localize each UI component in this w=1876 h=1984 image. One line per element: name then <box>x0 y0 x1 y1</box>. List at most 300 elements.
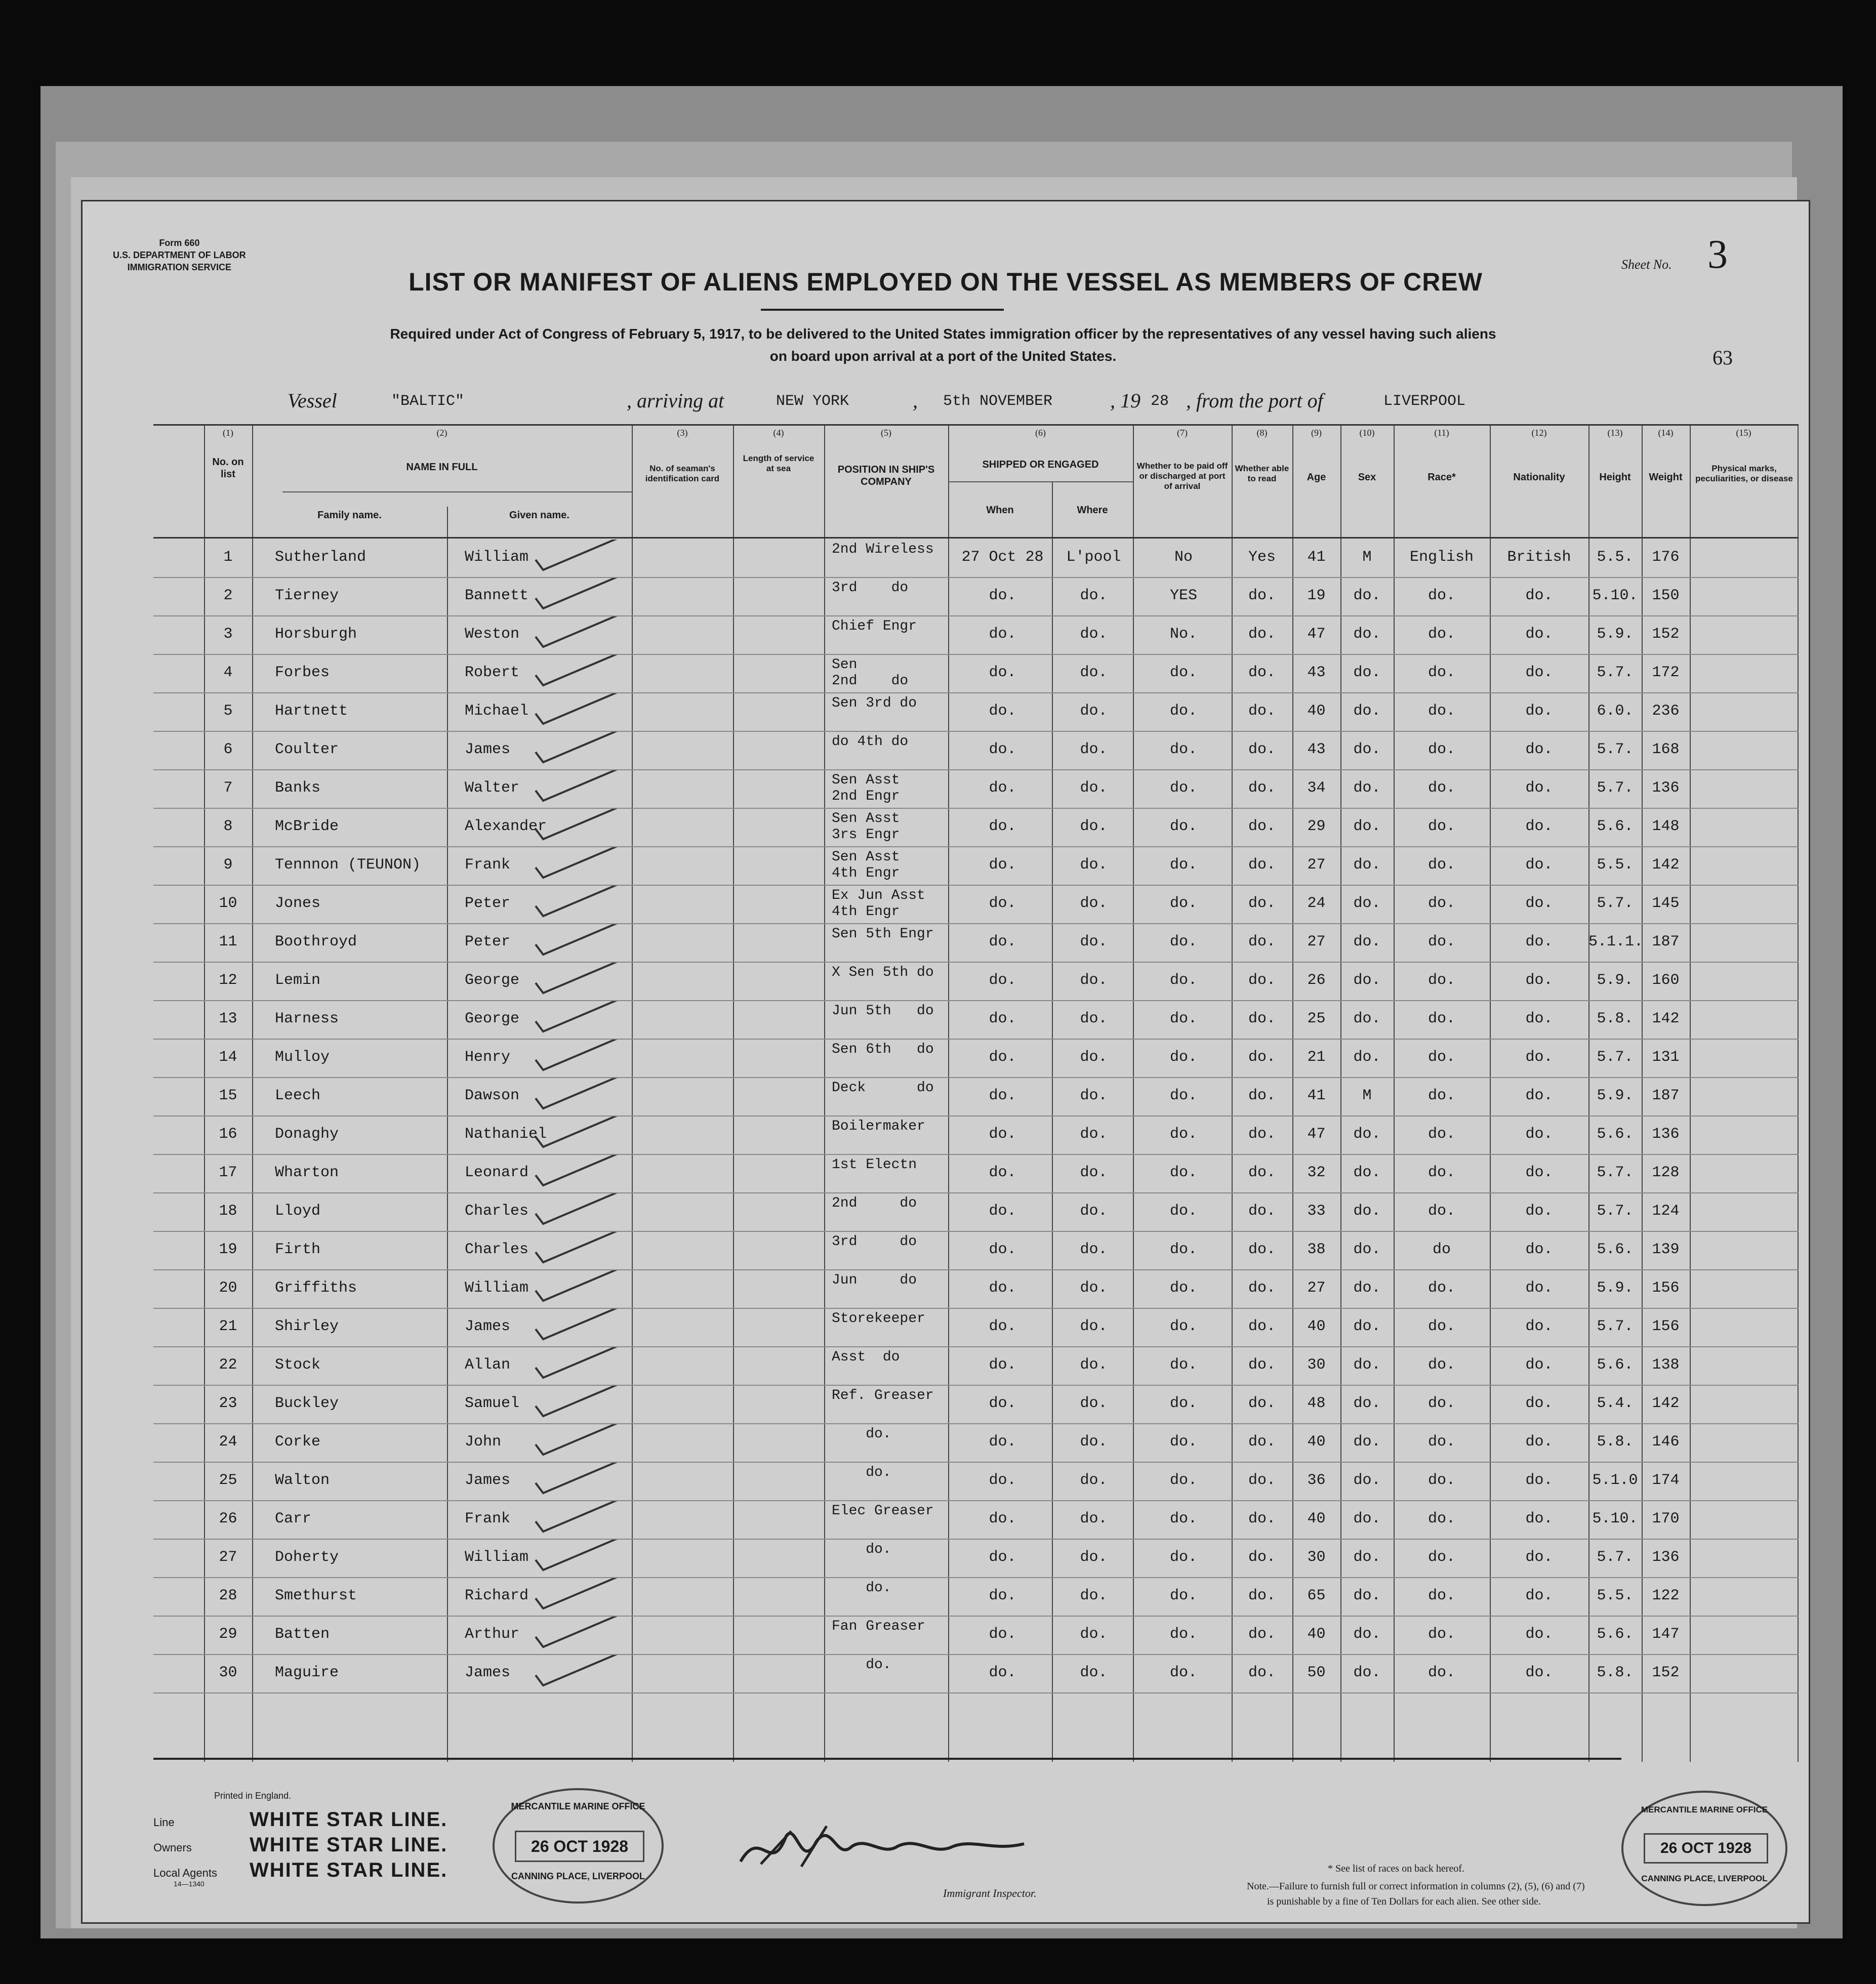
cell-nationality: do. <box>1525 587 1553 604</box>
header-nationality: Nationality <box>1513 472 1565 483</box>
cell-read: do. <box>1248 1395 1276 1412</box>
cell-when: do. <box>989 1164 1016 1181</box>
cell-family: Mulloy <box>275 1049 330 1066</box>
cell-family: Walton <box>275 1472 330 1489</box>
vessel-name: "BALTIC" <box>391 393 465 410</box>
cell-height: 5.5. <box>1597 549 1634 566</box>
cell-paid: do. <box>1169 702 1197 720</box>
cell-height: 5.7. <box>1597 1164 1634 1181</box>
cell-nationality: do. <box>1525 1126 1553 1143</box>
cell-given: William <box>465 1549 529 1566</box>
cell-sex: do. <box>1353 741 1381 758</box>
cell-race: do. <box>1428 1356 1455 1374</box>
cell-height: 5.7. <box>1597 1549 1634 1566</box>
cell-race: do. <box>1428 1626 1455 1643</box>
cell-where: do. <box>1080 664 1108 681</box>
cell-sex: M <box>1362 1087 1372 1104</box>
cell-nationality: British <box>1507 549 1571 566</box>
cell-race: do. <box>1428 1472 1455 1489</box>
cell-where: do. <box>1080 1395 1108 1412</box>
row-divider <box>153 1692 1799 1693</box>
cell-no: 9 <box>223 856 233 874</box>
stamp-left-date: 26 OCT 1928 <box>515 1831 644 1862</box>
cell-race: do. <box>1428 1279 1455 1297</box>
cell-nationality: do. <box>1525 1010 1553 1027</box>
cell-no: 25 <box>219 1472 237 1489</box>
cell-no: 30 <box>219 1664 237 1681</box>
cell-age: 25 <box>1307 1010 1326 1027</box>
sheet-number-label: Sheet No. <box>1621 257 1672 272</box>
cell-sex: do. <box>1353 1664 1381 1681</box>
title-underline <box>761 309 1004 311</box>
cell-given: Dawson <box>465 1087 520 1104</box>
cell-position: 3rd do <box>832 580 909 596</box>
cell-read: do. <box>1248 1279 1276 1297</box>
cell-no: 2 <box>223 587 233 604</box>
table-row <box>153 540 1799 578</box>
cell-read: do. <box>1248 1356 1276 1374</box>
cell-age: 26 <box>1307 972 1326 989</box>
cell-sex: do. <box>1353 856 1381 874</box>
cell-position: do. <box>832 1465 891 1480</box>
cell-nationality: do. <box>1525 1433 1553 1451</box>
cell-read: do. <box>1248 779 1276 797</box>
cell-given: Leonard <box>465 1164 529 1181</box>
cell-race: do. <box>1428 972 1455 989</box>
cell-given: Charles <box>465 1241 529 1258</box>
cell-no: 16 <box>219 1126 237 1143</box>
crew-table <box>153 424 1799 1762</box>
cell-age: 47 <box>1307 626 1326 643</box>
cell-when: do. <box>989 1510 1016 1527</box>
cell-position: Sen Asst 2nd Engr <box>832 772 900 804</box>
cell-position: 3rd do <box>832 1234 917 1250</box>
cell-sex: do. <box>1353 1318 1381 1335</box>
cell-where: do. <box>1080 1433 1108 1451</box>
table-row <box>153 616 1799 655</box>
cell-height: 5.8. <box>1597 1010 1634 1027</box>
cell-height: 5.1.0 <box>1592 1472 1638 1489</box>
cell-paid: do. <box>1169 1587 1197 1604</box>
cell-nationality: do. <box>1525 818 1553 835</box>
cell-read: do. <box>1248 1626 1276 1643</box>
cell-where: do. <box>1080 626 1108 643</box>
cell-where: do. <box>1080 1049 1108 1066</box>
cell-read: do. <box>1248 1203 1276 1220</box>
cell-when: do. <box>989 1318 1016 1335</box>
cell-sex: do. <box>1353 818 1381 835</box>
cell-read: do. <box>1248 1241 1276 1258</box>
owners-stamp: WHITE STAR LINE. <box>250 1834 448 1856</box>
cell-position: Asst do <box>832 1349 900 1365</box>
cell-sex: do. <box>1353 895 1381 912</box>
cell-read: do. <box>1248 1318 1276 1335</box>
table-row <box>153 809 1799 847</box>
cell-height: 5.5. <box>1597 1587 1634 1604</box>
cell-family: Sutherland <box>275 549 366 566</box>
cell-no: 4 <box>223 664 233 681</box>
failure-note-2: is punishable by a fine of Ten Dollars for each alien. See other side. <box>1267 1896 1541 1907</box>
header-position: POSITION IN SHIP'S COMPANY <box>837 464 935 487</box>
cell-paid: do. <box>1169 1164 1197 1181</box>
cell-when: do. <box>989 1549 1016 1566</box>
cell-when: do. <box>989 1626 1016 1643</box>
cell-when: do. <box>989 1203 1016 1220</box>
cell-height: 5.7. <box>1597 1318 1634 1335</box>
cell-given: John <box>465 1433 502 1451</box>
cell-no: 23 <box>219 1395 237 1412</box>
table-row <box>153 1463 1799 1501</box>
cell-weight: 148 <box>1652 818 1680 835</box>
cell-race: do. <box>1428 1318 1455 1335</box>
cell-no: 14 <box>219 1049 237 1066</box>
cell-race: do. <box>1428 1049 1455 1066</box>
cell-sex: do. <box>1353 779 1381 797</box>
cell-weight: 236 <box>1652 702 1680 720</box>
cell-where: L'pool <box>1066 549 1121 566</box>
cell-weight: 136 <box>1652 1126 1680 1143</box>
cell-nationality: do. <box>1525 895 1553 912</box>
cell-where: do. <box>1080 1126 1108 1143</box>
cell-weight: 136 <box>1652 1549 1680 1566</box>
cell-weight: 131 <box>1652 1049 1680 1066</box>
cell-weight: 124 <box>1652 1203 1680 1220</box>
cell-sex: do. <box>1353 1049 1381 1066</box>
cell-paid: do. <box>1169 779 1197 797</box>
cell-position: do. <box>832 1426 891 1442</box>
cell-position: Sen 3rd do <box>832 695 917 711</box>
cell-position: Elec Greaser <box>832 1503 934 1519</box>
cell-given: George <box>465 972 520 989</box>
arrival-year: 28 <box>1151 393 1169 410</box>
cell-read: do. <box>1248 972 1276 989</box>
cell-paid: do. <box>1169 895 1197 912</box>
cell-no: 28 <box>219 1587 237 1604</box>
cell-height: 6.0. <box>1597 702 1634 720</box>
cell-no: 17 <box>219 1164 237 1181</box>
cell-where: do. <box>1080 1356 1108 1374</box>
col-num-9: (9) <box>1311 428 1322 438</box>
cell-age: 29 <box>1307 818 1326 835</box>
cell-where: do. <box>1080 1010 1108 1027</box>
cell-nationality: do. <box>1525 856 1553 874</box>
cell-age: 19 <box>1307 587 1326 604</box>
col-num-1: (1) <box>223 428 233 438</box>
cell-position: 1st Electn <box>832 1157 917 1173</box>
cell-position: Sen 5th Engr <box>832 926 934 942</box>
table-row <box>153 963 1799 1001</box>
cell-given: William <box>465 549 529 566</box>
header-length-of-service: Length of service at sea <box>743 453 814 473</box>
cell-nationality: do. <box>1525 1318 1553 1335</box>
cell-read: do. <box>1248 1472 1276 1489</box>
cell-family: Donaghy <box>275 1126 339 1143</box>
cell-height: 5.7. <box>1597 1203 1634 1220</box>
cell-family: Boothroyd <box>275 933 357 950</box>
cell-nationality: do. <box>1525 1395 1553 1412</box>
cell-no: 15 <box>219 1087 237 1104</box>
cell-position: Jun 5th do <box>832 1003 934 1019</box>
cell-sex: do. <box>1353 702 1381 720</box>
cell-no: 10 <box>219 895 237 912</box>
cell-height: 5.9. <box>1597 626 1634 643</box>
cell-paid: do. <box>1169 1010 1197 1027</box>
cell-no: 8 <box>223 818 233 835</box>
cell-paid: do. <box>1169 1395 1197 1412</box>
cell-when: do. <box>989 1010 1016 1027</box>
cell-age: 47 <box>1307 1126 1326 1143</box>
cell-race: do. <box>1428 1510 1455 1527</box>
cell-nationality: do. <box>1525 1626 1553 1643</box>
table-row <box>153 770 1799 809</box>
header-identification-card: No. of seaman's identification card <box>645 464 720 483</box>
header-no-on-list: No. on list <box>212 457 244 480</box>
cell-read: do. <box>1248 1126 1276 1143</box>
cell-sex: do. <box>1353 933 1381 950</box>
cell-when: do. <box>989 1087 1016 1104</box>
agents-stamp: WHITE STAR LINE. <box>250 1859 448 1881</box>
cell-height: 5.7. <box>1597 741 1634 758</box>
cell-race: do. <box>1428 1395 1455 1412</box>
cell-weight: 187 <box>1652 1087 1680 1104</box>
cell-race: do. <box>1428 818 1455 835</box>
cell-weight: 142 <box>1652 1010 1680 1027</box>
cell-given: James <box>465 741 511 758</box>
cell-weight: 128 <box>1652 1164 1680 1181</box>
cell-when: do. <box>989 933 1016 950</box>
cell-paid: No. <box>1169 626 1197 643</box>
cell-height: 5.7. <box>1597 664 1634 681</box>
cell-family: Hartnett <box>275 702 348 720</box>
cell-race: do. <box>1428 587 1455 604</box>
table-row <box>153 1001 1799 1040</box>
races-note: * See list of races on back hereof. <box>1328 1863 1464 1874</box>
cell-nationality: do. <box>1525 1472 1553 1489</box>
cell-nationality: do. <box>1525 779 1553 797</box>
cell-height: 5.8. <box>1597 1433 1634 1451</box>
header-family-name: Family name. <box>317 510 382 521</box>
cell-no: 27 <box>219 1549 237 1566</box>
cell-where: do. <box>1080 818 1108 835</box>
cell-position: Storekeeper <box>832 1311 925 1327</box>
cell-no: 3 <box>223 626 233 643</box>
cell-height: 5.6. <box>1597 1126 1634 1143</box>
cell-race: do. <box>1428 1010 1455 1027</box>
cell-weight: 146 <box>1652 1433 1680 1451</box>
department-name: U.S. DEPARTMENT OF LABOR <box>113 250 246 260</box>
service-name: IMMIGRATION SERVICE <box>127 262 232 272</box>
cell-paid: do. <box>1169 1626 1197 1643</box>
table-row <box>153 1617 1799 1655</box>
table-bottom-rule <box>153 1758 1621 1760</box>
cell-no: 22 <box>219 1356 237 1374</box>
cell-age: 43 <box>1307 741 1326 758</box>
cell-weight: 147 <box>1652 1626 1680 1643</box>
cell-paid: do. <box>1169 664 1197 681</box>
cell-where: do. <box>1080 1472 1108 1489</box>
cell-position: Deck do <box>832 1080 934 1096</box>
cell-given: Charles <box>465 1203 529 1220</box>
cell-when: do. <box>989 1241 1016 1258</box>
cell-when: do. <box>989 664 1016 681</box>
cell-nationality: do. <box>1525 1164 1553 1181</box>
cell-race: do. <box>1428 664 1455 681</box>
line-stamp: WHITE STAR LINE. <box>250 1808 448 1831</box>
cell-given: Peter <box>465 895 511 912</box>
cell-family: Lloyd <box>275 1203 321 1220</box>
table-row <box>153 1270 1799 1309</box>
cell-position: X Sen 5th do <box>832 965 934 980</box>
cell-paid: YES <box>1169 587 1197 604</box>
cell-where: do. <box>1080 1087 1108 1104</box>
cell-age: 30 <box>1307 1549 1326 1566</box>
cell-nationality: do. <box>1525 626 1553 643</box>
cell-age: 36 <box>1307 1472 1326 1489</box>
cell-weight: 156 <box>1652 1318 1680 1335</box>
cell-age: 27 <box>1307 856 1326 874</box>
mercantile-marine-stamp-left <box>493 1788 664 1904</box>
cell-where: do. <box>1080 1318 1108 1335</box>
cell-race: do. <box>1428 856 1455 874</box>
cell-height: 5.8. <box>1597 1664 1634 1681</box>
cell-where: do. <box>1080 1241 1108 1258</box>
cell-race: do. <box>1428 1126 1455 1143</box>
inspector-signature <box>730 1816 1034 1882</box>
cell-given: Bannett <box>465 587 529 604</box>
cell-where: do. <box>1080 741 1108 758</box>
stamp-left-bottom-text: CANNING PLACE, LIVERPOOL <box>511 1871 645 1881</box>
page-title: LIST OR MANIFEST OF ALIENS EMPLOYED ON THE VESSEL AS MEMBERS OF CREW <box>409 268 1483 296</box>
cell-paid: do. <box>1169 741 1197 758</box>
cell-age: 30 <box>1307 1356 1326 1374</box>
cell-sex: do. <box>1353 1126 1381 1143</box>
cell-where: do. <box>1080 1164 1108 1181</box>
cell-position: Sen Asst 3rs Engr <box>832 811 900 843</box>
cell-height: 5.9. <box>1597 1279 1634 1297</box>
col-num-5: (5) <box>881 428 891 438</box>
cell-family: Buckley <box>275 1395 339 1412</box>
stamp-left-top-text: MERCANTILE MARINE OFFICE <box>511 1801 645 1811</box>
cell-when: do. <box>989 856 1016 874</box>
cell-family: Tennnon (TEUNON) <box>275 856 421 874</box>
cell-height: 5.6. <box>1597 818 1634 835</box>
cell-read: do. <box>1248 1087 1276 1104</box>
cell-family: Carr <box>275 1510 312 1527</box>
cell-family: Banks <box>275 779 321 797</box>
table-row <box>153 1309 1799 1347</box>
cell-family: Smethurst <box>275 1587 357 1604</box>
cell-when: do. <box>989 779 1016 797</box>
cell-family: Stock <box>275 1356 321 1374</box>
col-num-10: (10) <box>1359 428 1375 438</box>
table-row <box>153 1501 1799 1540</box>
cell-family: Tierney <box>275 587 339 604</box>
cell-position: Ref. Greaser <box>832 1388 934 1403</box>
cell-when: do. <box>989 1395 1016 1412</box>
cell-weight: 160 <box>1652 972 1680 989</box>
cell-race: do. <box>1428 1587 1455 1604</box>
cell-nationality: do. <box>1525 1279 1553 1297</box>
cell-sex: do. <box>1353 1587 1381 1604</box>
comma-separator: , <box>913 389 918 412</box>
header-race: Race* <box>1428 472 1456 483</box>
cell-paid: do. <box>1169 1433 1197 1451</box>
cell-weight: 145 <box>1652 895 1680 912</box>
cell-family: Harness <box>275 1010 339 1027</box>
cell-race: do. <box>1428 1433 1455 1451</box>
table-row <box>153 578 1799 616</box>
header-name-in-full: NAME IN FULL <box>406 462 478 473</box>
sheet-number-value: 3 <box>1707 232 1728 277</box>
cell-weight: 150 <box>1652 587 1680 604</box>
cell-no: 18 <box>219 1203 237 1220</box>
col-num-13: (13) <box>1607 428 1623 438</box>
cell-when: do. <box>989 587 1016 604</box>
cell-given: Michael <box>465 702 529 720</box>
cell-family: Doherty <box>275 1549 339 1566</box>
cell-paid: do. <box>1169 1318 1197 1335</box>
cell-height: 5.7. <box>1597 779 1634 797</box>
cell-weight: 152 <box>1652 1664 1680 1681</box>
cell-age: 34 <box>1307 779 1326 797</box>
cell-paid: do. <box>1169 856 1197 874</box>
cell-where: do. <box>1080 933 1108 950</box>
line-label: Line <box>153 1816 175 1829</box>
cell-read: do. <box>1248 933 1276 950</box>
cell-age: 38 <box>1307 1241 1326 1258</box>
cell-nationality: do. <box>1525 1356 1553 1374</box>
cell-height: 5.9. <box>1597 972 1634 989</box>
col-num-3: (3) <box>677 428 688 438</box>
cell-paid: do. <box>1169 1472 1197 1489</box>
cell-sex: do. <box>1353 1626 1381 1643</box>
cell-sex: do. <box>1353 1472 1381 1489</box>
cell-weight: 142 <box>1652 856 1680 874</box>
cell-age: 48 <box>1307 1395 1326 1412</box>
cell-paid: do. <box>1169 1203 1197 1220</box>
cell-nationality: do. <box>1525 1587 1553 1604</box>
cell-family: McBride <box>275 818 339 835</box>
page-number: 63 <box>1712 346 1733 369</box>
printed-note: Printed in England. <box>214 1791 292 1801</box>
cell-weight: 176 <box>1652 549 1680 566</box>
cell-nationality: do. <box>1525 1087 1553 1104</box>
cell-where: do. <box>1080 1664 1108 1681</box>
cell-position: Sen 2nd do <box>832 657 909 689</box>
cell-family: Griffiths <box>275 1279 357 1297</box>
cell-sex: M <box>1362 549 1372 566</box>
cell-weight: 156 <box>1652 1279 1680 1297</box>
cell-sex: do. <box>1353 664 1381 681</box>
cell-sex: do. <box>1353 1395 1381 1412</box>
cell-read: do. <box>1248 1549 1276 1566</box>
cell-paid: No <box>1174 549 1193 566</box>
cell-given: Frank <box>465 856 511 874</box>
cell-sex: do. <box>1353 626 1381 643</box>
table-row <box>153 1232 1799 1270</box>
table-row <box>153 1424 1799 1463</box>
failure-note-1: Note.—Failure to furnish full or correct information in columns (2), (5), (6) and (7) <box>1247 1881 1585 1892</box>
cell-read: Yes <box>1248 549 1276 566</box>
cell-paid: do. <box>1169 1241 1197 1258</box>
cell-paid: do. <box>1169 933 1197 950</box>
cell-where: do. <box>1080 1587 1108 1604</box>
header-able-to-read: Whether able to read <box>1235 464 1289 483</box>
cell-read: do. <box>1248 1587 1276 1604</box>
cell-position: Ex Jun Asst 4th Engr <box>832 888 925 920</box>
cell-when: do. <box>989 1356 1016 1374</box>
form-number: Form 660 <box>159 238 200 248</box>
